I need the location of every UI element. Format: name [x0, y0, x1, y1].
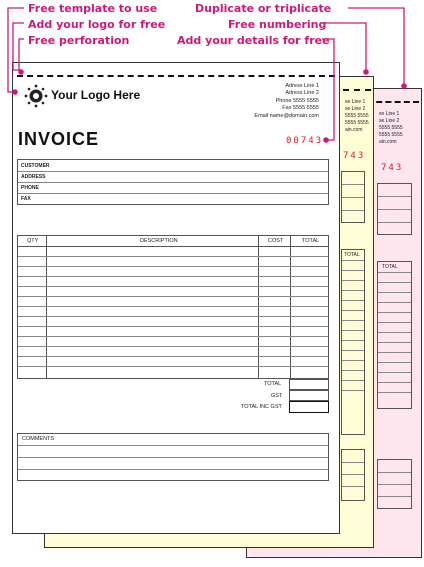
middle-invoice-number: 743 — [343, 151, 366, 161]
fax-label: FAX — [21, 196, 31, 202]
logo-text: Your Logo Here — [51, 88, 141, 102]
back-address: se Line 1 se Line 2 5555 5555 5555 5555 ain.com — [379, 111, 403, 145]
total-inc-gst-label: TOTAL INC GST — [241, 404, 282, 410]
callout-add-details: Add your details for free — [177, 34, 330, 47]
address-line: Adress Line 2 — [285, 90, 319, 97]
description-header: DESCRIPTION — [140, 238, 178, 244]
gst-label: GST — [271, 393, 283, 399]
customer-label: CUSTOMER — [21, 163, 50, 169]
callout-free-template: Free template to use — [28, 2, 158, 15]
callout-add-logo: Add your logo for free — [28, 18, 166, 31]
middle-address: se Line 1 se Line 2 5555 5555 5555 5555 ain.com — [345, 99, 369, 133]
qty-header: QTY — [27, 238, 39, 244]
invoice-number: 00743 — [286, 136, 324, 146]
address-line: Adress Line 1 — [285, 83, 319, 89]
invoice-title: INVOICE — [18, 129, 100, 149]
phone-label: PHONE — [21, 185, 39, 191]
cost-header: COST — [268, 238, 284, 244]
callout-free-numbering: Free numbering — [228, 18, 327, 31]
back-items-table: TOTAL — [377, 261, 412, 409]
address-phone: Phone 5555 5555 — [275, 97, 319, 104]
callout-duplicate-triplicate: Duplicate or triplicate — [195, 2, 332, 15]
address-label: ADDRESS — [21, 174, 46, 180]
comments-label: COMMENTS — [22, 436, 55, 442]
address-email: Email name@domain.com — [254, 112, 319, 119]
callout-free-perforation: Free perforation — [28, 34, 130, 47]
middle-items-table: TOTAL — [341, 249, 365, 435]
total-header: TOTAL — [302, 238, 320, 244]
total-label: TOTAL — [264, 381, 282, 387]
back-invoice-number: 743 — [381, 163, 404, 173]
address-fax: Fax 5555 5555 — [282, 105, 319, 112]
